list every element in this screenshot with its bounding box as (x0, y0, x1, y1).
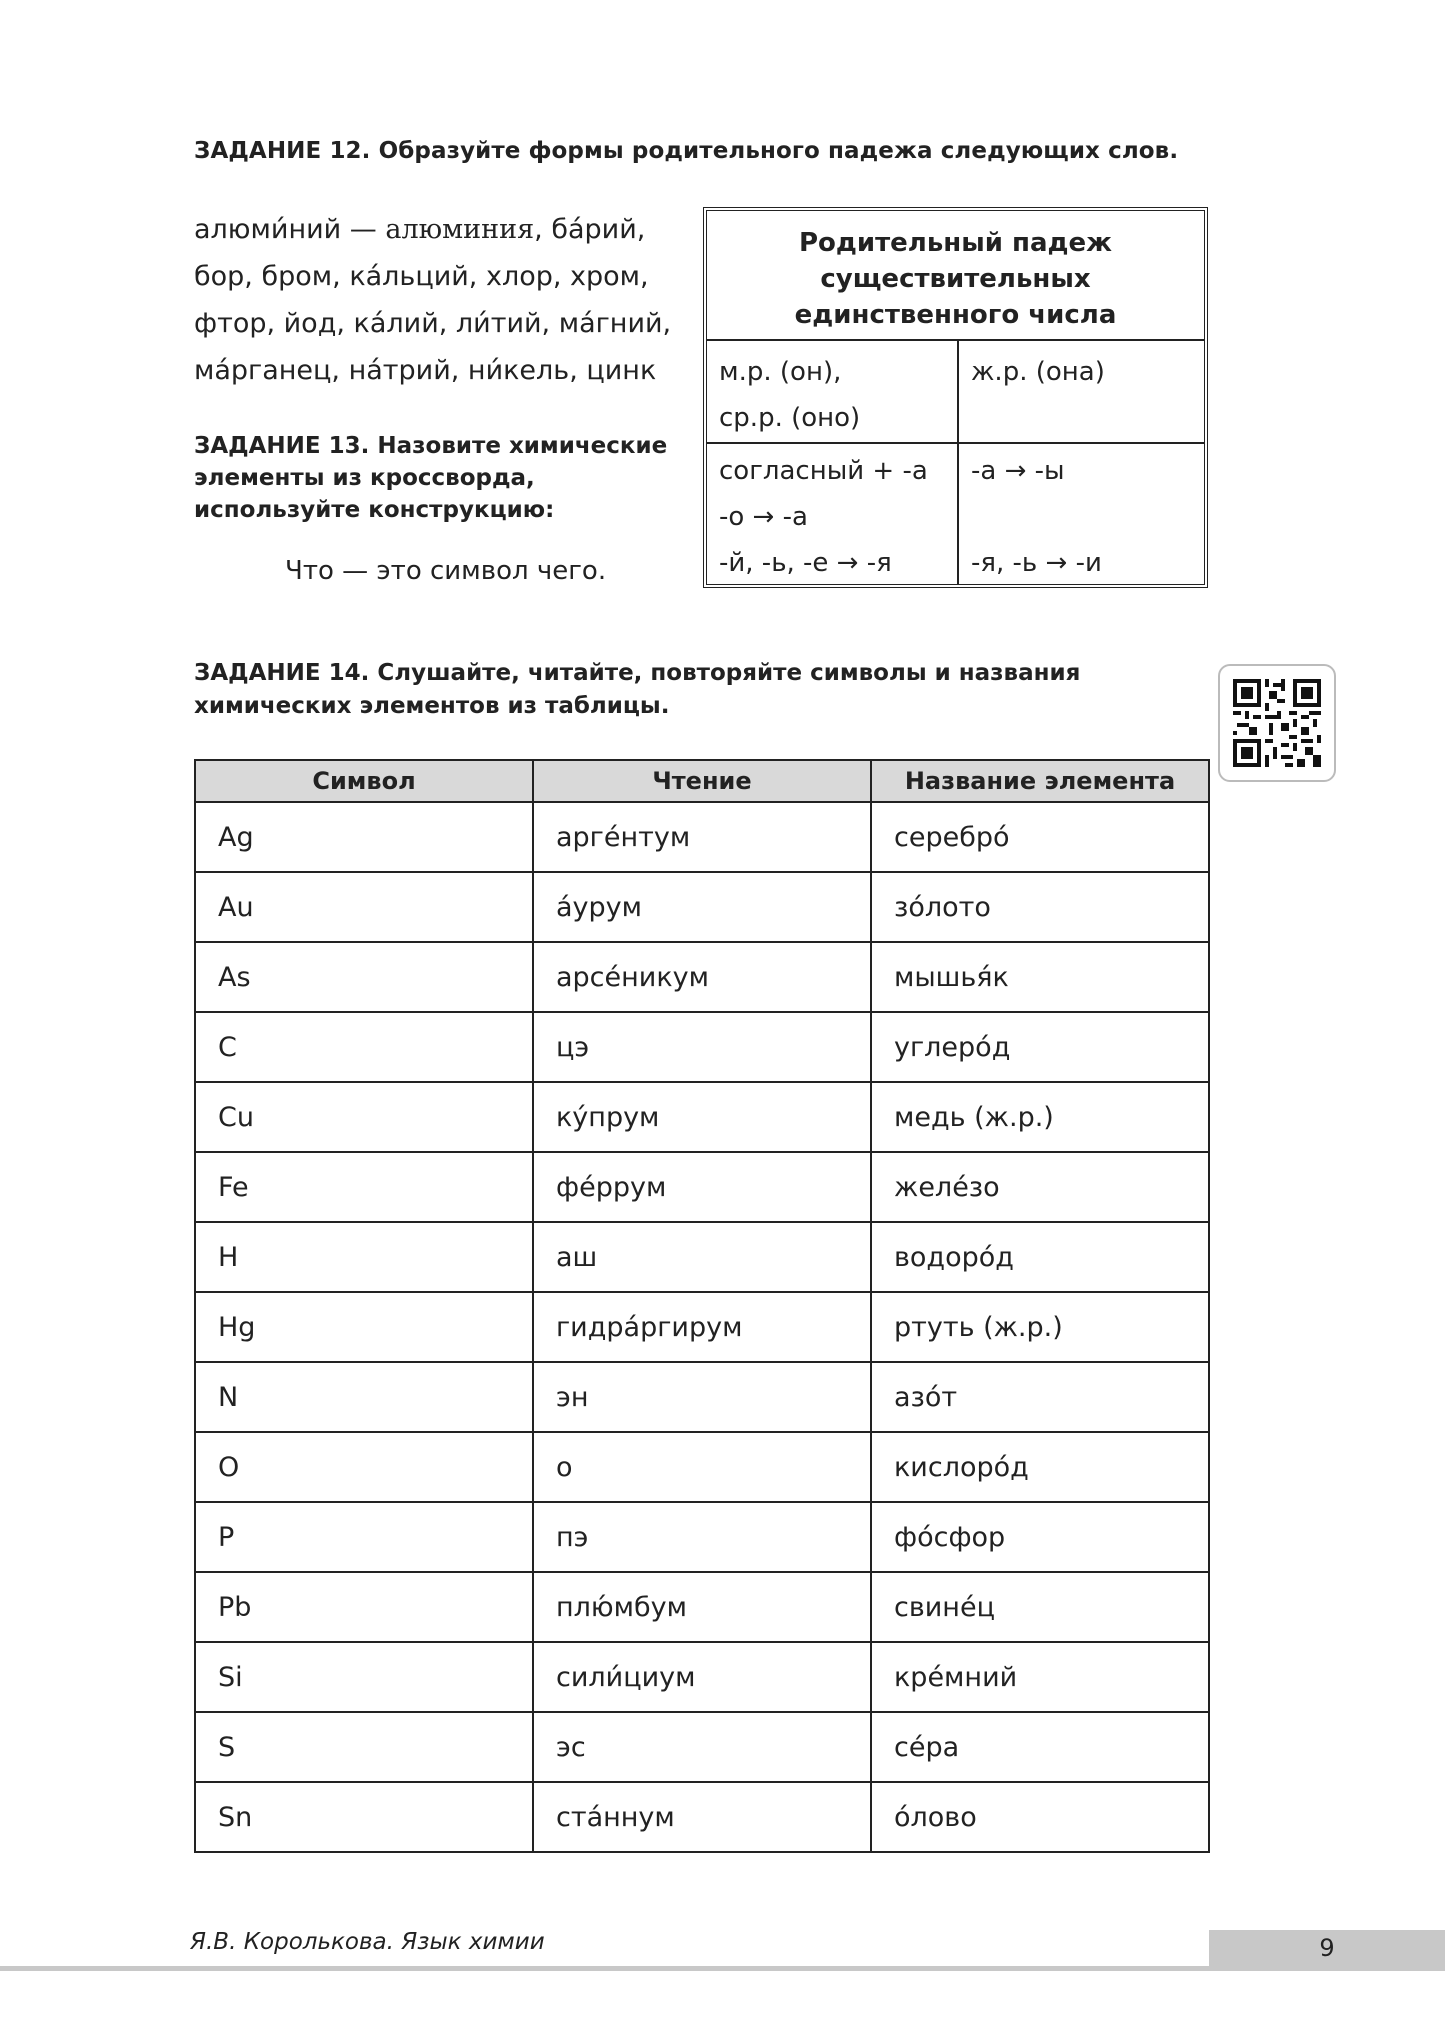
cell-element-name: водоро́д (871, 1222, 1209, 1292)
cell-reading: арсе́никум (533, 942, 871, 1012)
cell-symbol: Fe (195, 1152, 533, 1222)
cell-element-name: се́ра (871, 1712, 1209, 1782)
word-line: ма́рганец, на́трий, ни́кель, цинк (194, 355, 657, 386)
cell-element-name: углеро́д (871, 1012, 1209, 1082)
cell-element-name: ртуть (ж.р.) (871, 1292, 1209, 1362)
footer-rule (0, 1966, 1445, 1971)
task-text: Назовите химические элементы из кроссворда, используйте конструкцию: (194, 433, 668, 523)
cell-reading: пэ (533, 1502, 871, 1572)
table-row (195, 1362, 1209, 1432)
cell-reading: фе́ррум (533, 1152, 871, 1222)
table-row (195, 1572, 1209, 1642)
cell-symbol: Ag (195, 802, 533, 872)
cell-reading: ста́ннум (533, 1782, 871, 1852)
cell-element-name: фо́сфор (871, 1502, 1209, 1572)
qr-code-icon[interactable] (1218, 664, 1336, 782)
cell-reading: сили́циум (533, 1642, 871, 1712)
cell-symbol: C (195, 1012, 533, 1082)
cell-element-name: желе́зо (871, 1152, 1209, 1222)
header-symbol: Символ (195, 760, 533, 802)
table-row (195, 1082, 1209, 1152)
cell-element-name: серебро́ (871, 802, 1209, 872)
table-row (195, 872, 1209, 942)
cell-reading: арге́нтум (533, 802, 871, 872)
table-row (195, 1502, 1209, 1572)
table-row (195, 1782, 1209, 1852)
table-header-row (195, 760, 1209, 802)
cell-reading: плю́мбум (533, 1572, 871, 1642)
task-text: Слушайте, читайте, повторяйте символы и названия химических элементов из таблицы. (194, 660, 1081, 719)
genitive-rule-table (703, 207, 1208, 588)
task-13-heading (194, 430, 684, 526)
table-row (195, 1292, 1209, 1362)
cell-element-name: о́лово (871, 1782, 1209, 1852)
divider (707, 442, 1204, 444)
cell-reading: о (533, 1432, 871, 1502)
footer-author: Я.В. Королькова. Язык химии (190, 1929, 545, 1955)
masculine-neuter-rules: согласный + -а -о → -а -й, -ь, -е → -я (719, 456, 928, 578)
table-row (195, 942, 1209, 1012)
cell-symbol: Sn (195, 1782, 533, 1852)
cell-symbol: S (195, 1712, 533, 1782)
divider (957, 341, 959, 584)
cell-symbol: O (195, 1432, 533, 1502)
cell-element-name: кре́мний (871, 1642, 1209, 1712)
cell-symbol: Pb (195, 1572, 533, 1642)
page-number: 9 (1319, 1934, 1335, 1962)
header-element-name: Название элемента (871, 760, 1209, 802)
cell-element-name: зо́лото (871, 872, 1209, 942)
qr-code-graphic (1233, 679, 1321, 767)
table-row (195, 1152, 1209, 1222)
cell-reading: аш (533, 1222, 871, 1292)
construction-pattern: Что — это символ чего. (285, 556, 607, 586)
elements-table (194, 759, 1210, 1853)
cell-symbol: Hg (195, 1292, 533, 1362)
cell-symbol: Si (195, 1642, 533, 1712)
cell-reading: гидра́ргирум (533, 1292, 871, 1362)
table-row (195, 1712, 1209, 1782)
cell-symbol: N (195, 1362, 533, 1432)
header-reading: Чтение (533, 760, 871, 802)
cell-symbol: P (195, 1502, 533, 1572)
cell-reading: эс (533, 1712, 871, 1782)
feminine-head: ж.р. (она) (971, 357, 1105, 387)
word-list (194, 206, 671, 394)
example-answer: алюминия (385, 214, 535, 245)
task-label: ЗАДАНИЕ 14. (194, 660, 370, 686)
cell-element-name: мышья́к (871, 942, 1209, 1012)
word-line: бор, бром, ка́льций, хлор, хром, (194, 261, 649, 292)
cell-element-name: медь (ж.р.) (871, 1082, 1209, 1152)
table-row (195, 1222, 1209, 1292)
cell-symbol: H (195, 1222, 533, 1292)
table-row (195, 1642, 1209, 1712)
masculine-neuter-head: м.р. (он), ср.р. (оно) (719, 357, 861, 433)
task-text: Образуйте формы родительного падежа следующих слов. (378, 138, 1179, 164)
cell-reading: цэ (533, 1012, 871, 1082)
cell-reading: ку́прум (533, 1082, 871, 1152)
table-row (195, 1432, 1209, 1502)
cell-symbol: As (195, 942, 533, 1012)
cell-symbol: Au (195, 872, 533, 942)
task-12-heading (194, 138, 1178, 164)
cell-element-name: кислоро́д (871, 1432, 1209, 1502)
cell-reading: а́урум (533, 872, 871, 942)
task-14-heading (194, 657, 1234, 723)
cell-symbol: Cu (195, 1082, 533, 1152)
cell-reading: эн (533, 1362, 871, 1432)
cell-element-name: азо́т (871, 1362, 1209, 1432)
word-line: фтор, йод, ка́лий, ли́тий, ма́гний, (194, 308, 672, 339)
cell-element-name: свине́ц (871, 1572, 1209, 1642)
task-label: ЗАДАНИЕ 13. (194, 433, 370, 459)
table-row (195, 802, 1209, 872)
table-row (195, 1012, 1209, 1082)
word-line: алюми́ний — алюминия, ба́рий, (194, 214, 646, 245)
task-label: ЗАДАНИЕ 12. (194, 138, 371, 164)
genitive-table-header: Родительный падеж существительных единственного числа (707, 211, 1204, 341)
feminine-rules: -а → -ы -я, -ь → -и (971, 456, 1102, 578)
